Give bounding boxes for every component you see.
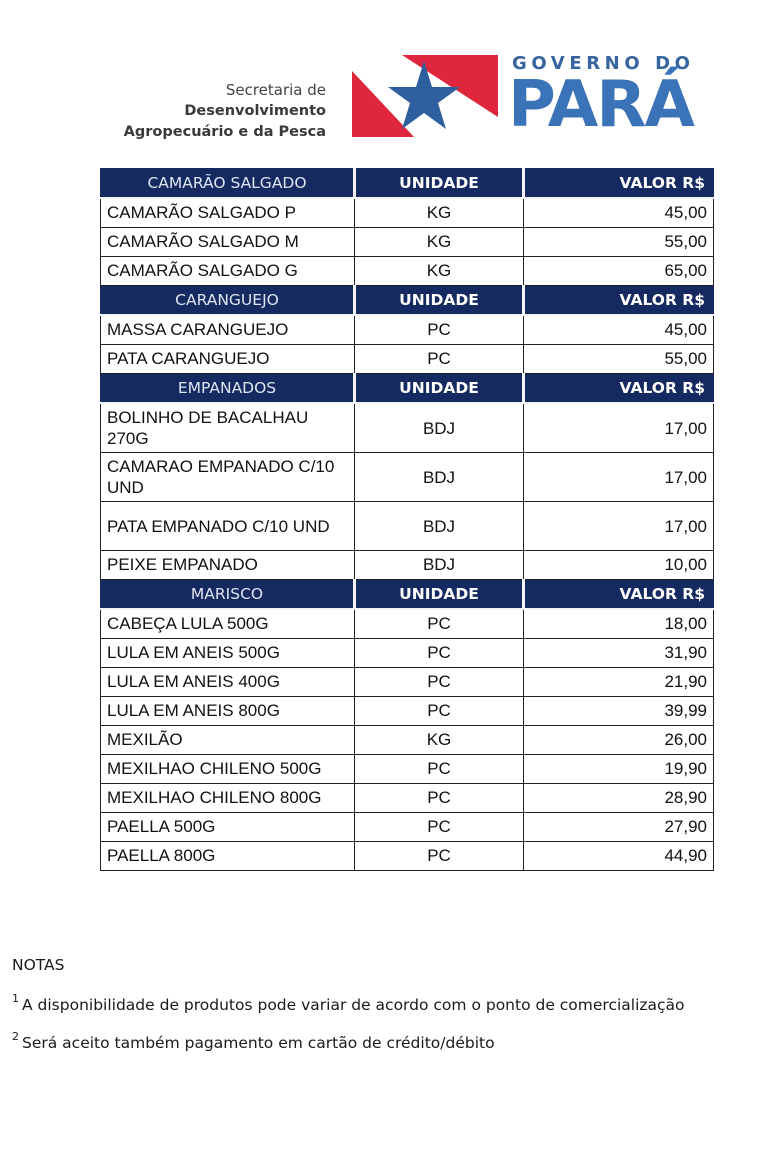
table-row — [101, 726, 714, 755]
product-name: CAMARÃO SALGADO M — [101, 228, 355, 257]
section-header-row — [101, 374, 714, 404]
product-price: 55,00 — [524, 228, 714, 257]
table-row — [101, 453, 714, 502]
product-unit: BDJ — [355, 502, 524, 551]
section-header-row — [101, 580, 714, 610]
product-price: 44,90 — [524, 842, 714, 871]
product-price: 17,00 — [524, 502, 714, 551]
note-text: Será aceito também pagamento em cartão de crédito/débito — [22, 1034, 495, 1053]
org-line-1: Secretaria de — [225, 81, 326, 99]
note-marker: 2 — [12, 1030, 19, 1044]
table-row — [101, 609, 714, 639]
product-name: CAMARAO EMPANADO C/10 UND — [101, 453, 355, 502]
value-column-header: VALOR R$ — [524, 169, 714, 199]
org-line-2: Desenvolvimento — [184, 103, 326, 119]
table-row — [101, 697, 714, 726]
table-row — [101, 842, 714, 871]
product-name: PATA EMPANADO C/10 UND — [101, 502, 355, 551]
product-price: 65,00 — [524, 257, 714, 286]
product-price: 31,90 — [524, 639, 714, 668]
table-row — [101, 345, 714, 374]
product-unit: PC — [355, 668, 524, 697]
value-column-header: VALOR R$ — [524, 580, 714, 610]
product-name: MEXILÃO — [101, 726, 355, 755]
table-row — [101, 668, 714, 697]
product-unit: PC — [355, 784, 524, 813]
product-price: 26,00 — [524, 726, 714, 755]
table-row — [101, 502, 714, 551]
product-unit: BDJ — [355, 551, 524, 580]
product-unit: KG — [355, 228, 524, 257]
product-name: MEXILHAO CHILENO 800G — [101, 784, 355, 813]
note-text: A disponibilidade de produtos pode variar de acordo com o ponto de comercialização — [22, 996, 685, 1015]
product-price: 18,00 — [524, 609, 714, 639]
unit-column-header: UNIDADE — [355, 580, 524, 610]
section-title: MARISCO — [101, 580, 355, 610]
price-table-body — [101, 169, 714, 871]
product-unit: KG — [355, 726, 524, 755]
product-price: 27,90 — [524, 813, 714, 842]
secretaria-name — [124, 80, 326, 143]
section-title: EMPANADOS — [101, 374, 355, 404]
note-marker: 1 — [12, 992, 19, 1005]
unit-column-header: UNIDADE — [355, 374, 524, 404]
product-name: MASSA CARANGUEJO — [101, 315, 355, 345]
product-unit: BDJ — [355, 453, 524, 502]
product-name: PEIXE EMPANADO — [101, 551, 355, 580]
product-price: 39,99 — [524, 697, 714, 726]
table-row — [101, 403, 714, 453]
governo-do-label: GOVERNO DO — [512, 53, 695, 74]
table-row — [101, 813, 714, 842]
product-unit: PC — [355, 639, 524, 668]
value-column-header: VALOR R$ — [524, 374, 714, 404]
product-name: CAMARÃO SALGADO G — [101, 257, 355, 286]
product-price: 10,00 — [524, 551, 714, 580]
para-wordmark: PARÁ — [508, 68, 694, 142]
product-unit: PC — [355, 813, 524, 842]
product-name: LULA EM ANEIS 500G — [101, 639, 355, 668]
product-unit: PC — [355, 345, 524, 374]
product-unit: PC — [355, 842, 524, 871]
para-flag-logo-icon — [352, 55, 498, 137]
value-column-header: VALOR R$ — [524, 286, 714, 316]
section-header-row — [101, 286, 714, 316]
product-name: PATA CARANGUEJO — [101, 345, 355, 374]
notes-title: NOTAS — [12, 956, 65, 974]
price-table — [100, 168, 714, 871]
table-row — [101, 315, 714, 345]
flag-red-lower — [352, 71, 414, 137]
product-price: 17,00 — [524, 403, 714, 453]
product-price: 45,00 — [524, 315, 714, 345]
product-price: 19,90 — [524, 755, 714, 784]
product-name: PAELLA 800G — [101, 842, 355, 871]
product-price: 28,90 — [524, 784, 714, 813]
product-unit: KG — [355, 257, 524, 286]
notes-section — [12, 956, 685, 1070]
section-title: CAMARÃO SALGADO — [101, 169, 355, 199]
product-name: CAMARÃO SALGADO P — [101, 198, 355, 228]
page-header — [0, 0, 766, 150]
table-row — [101, 551, 714, 580]
table-row — [101, 198, 714, 228]
product-name: CABEÇA LULA 500G — [101, 609, 355, 639]
product-name: LULA EM ANEIS 400G — [101, 668, 355, 697]
table-row — [101, 639, 714, 668]
section-title: CARANGUEJO — [101, 286, 355, 316]
table-row — [101, 228, 714, 257]
unit-column-header: UNIDADE — [355, 169, 524, 199]
product-unit: PC — [355, 315, 524, 345]
table-row — [101, 784, 714, 813]
product-unit: PC — [355, 609, 524, 639]
product-unit: PC — [355, 697, 524, 726]
table-row — [101, 755, 714, 784]
unit-column-header: UNIDADE — [355, 286, 524, 316]
product-unit: BDJ — [355, 403, 524, 453]
product-price: 55,00 — [524, 345, 714, 374]
org-line-3: Agropecuário e da Pesca — [123, 124, 326, 140]
table-row — [101, 257, 714, 286]
product-price: 21,90 — [524, 668, 714, 697]
product-name: PAELLA 500G — [101, 813, 355, 842]
product-price: 45,00 — [524, 198, 714, 228]
note-1 — [12, 994, 685, 1014]
product-unit: PC — [355, 755, 524, 784]
product-name: BOLINHO DE BACALHAU 270G — [101, 403, 355, 453]
section-header-row — [101, 169, 714, 199]
product-price: 17,00 — [524, 453, 714, 502]
product-name: LULA EM ANEIS 800G — [101, 697, 355, 726]
product-unit: KG — [355, 198, 524, 228]
note-2 — [12, 1032, 685, 1052]
product-name: MEXILHAO CHILENO 500G — [101, 755, 355, 784]
